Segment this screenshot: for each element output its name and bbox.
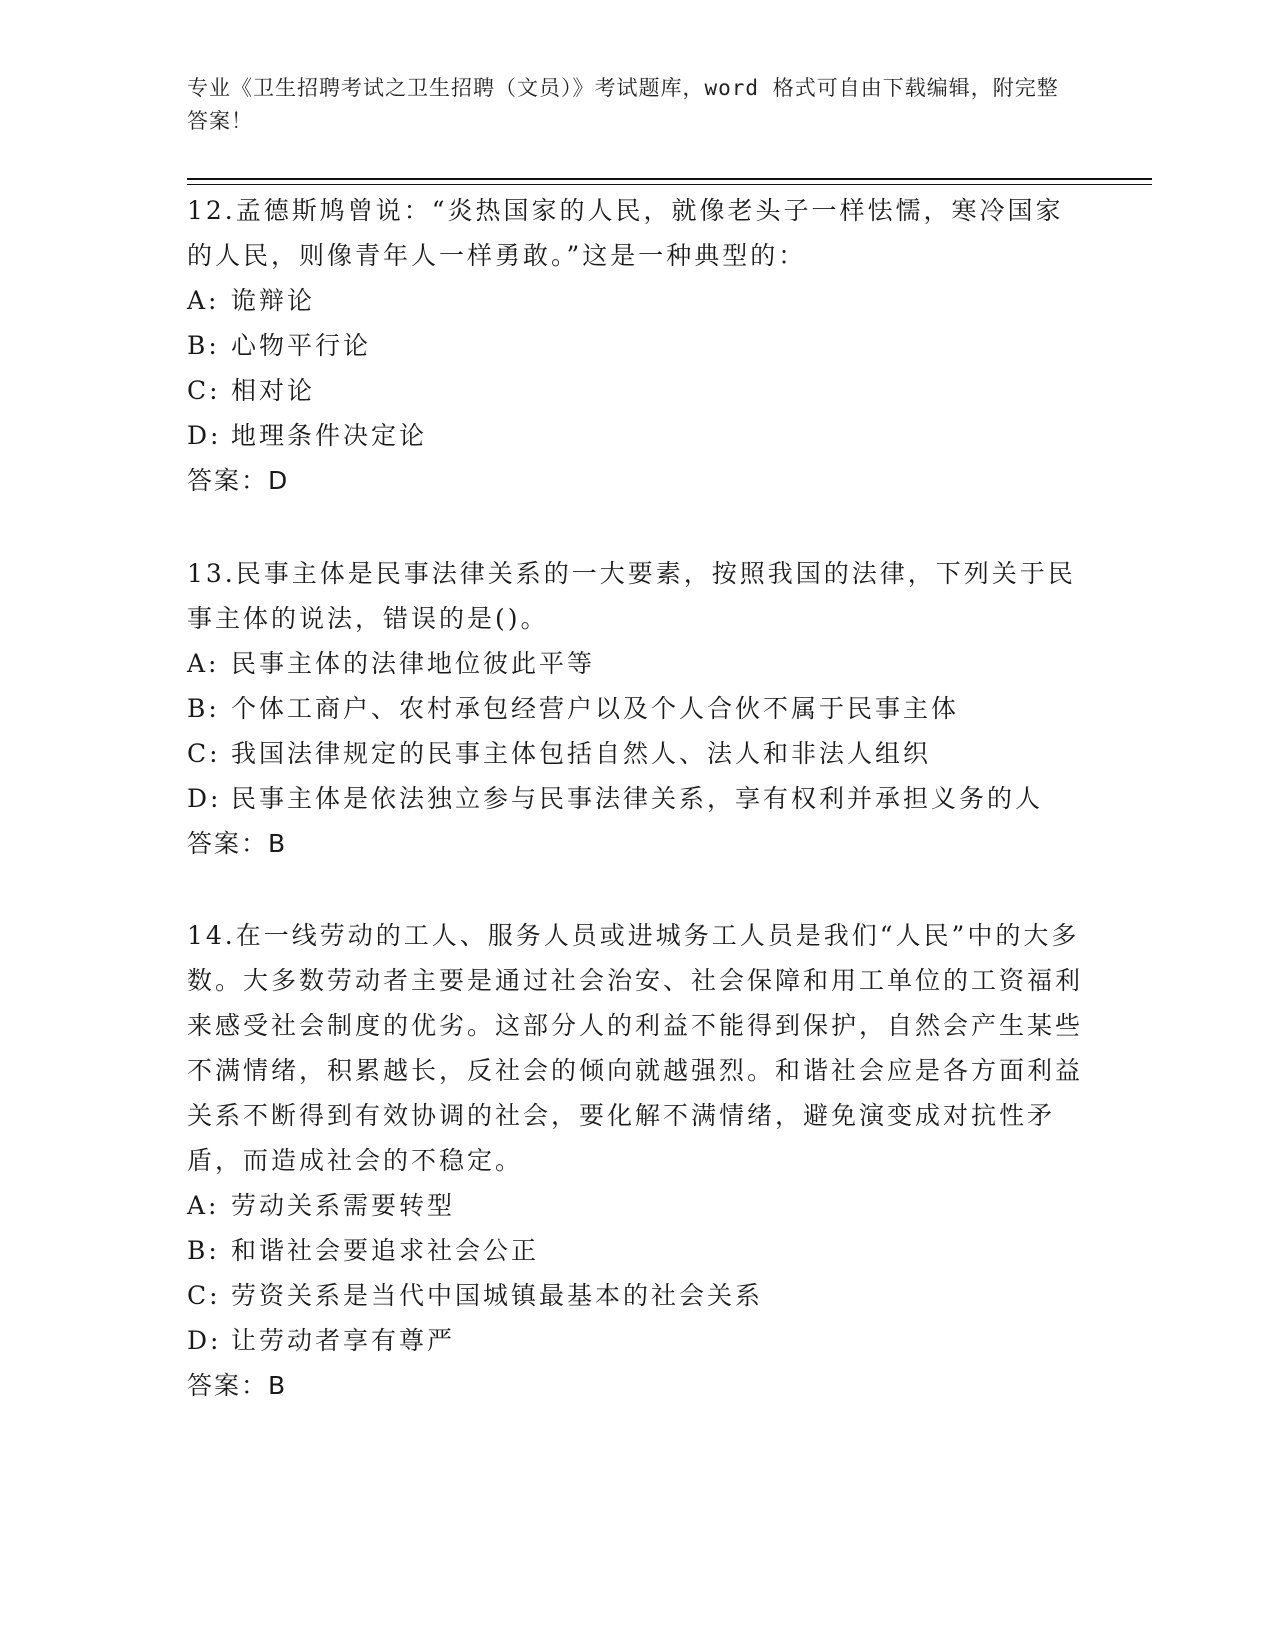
option-letter: D:: [187, 421, 222, 450]
answer-line: 答案：B: [187, 829, 288, 858]
option-c: [187, 1273, 1087, 1318]
answer-line: 答案：B: [187, 1371, 288, 1400]
option-b: [187, 323, 1087, 368]
option-letter: C:: [187, 739, 221, 768]
option-letter: C:: [187, 376, 221, 405]
option-letter: D:: [187, 784, 222, 813]
option-text: 个体工商户、农村承包经营户以及个人合伙不属于民事主体: [231, 694, 960, 723]
option-c: [187, 731, 1087, 776]
option-letter: A:: [187, 649, 220, 678]
question-stem: 12.孟德斯鸠曾说：“炎热国家的人民，就像老头子一样怯懦，寒冷国家的人民，则像青年人一样勇敢。”这是一种典型的：: [187, 196, 1064, 270]
option-d: [187, 1318, 1087, 1363]
option-text: 让劳动者享有尊严: [231, 1326, 456, 1355]
option-text: 心物平行论: [231, 331, 372, 360]
option-text: 诡辩论: [231, 286, 316, 315]
option-a: [187, 278, 1087, 323]
question-14: [187, 913, 1087, 1408]
option-text: 民事主体是依法独立参与民事法律关系，享有权利并承担义务的人: [231, 784, 1044, 813]
option-text: 劳动关系需要转型: [231, 1191, 456, 1220]
option-text: 相对论: [231, 376, 316, 405]
answer-line: 答案：D: [187, 466, 290, 495]
option-d: [187, 776, 1087, 821]
option-b: [187, 686, 1087, 731]
option-b: [187, 1228, 1087, 1273]
question-12: [187, 188, 1087, 503]
option-letter: B:: [187, 694, 220, 723]
option-text: 地理条件决定论: [231, 421, 428, 450]
option-text: 我国法律规定的民事主体包括自然人、法人和非法人组织: [231, 739, 932, 768]
option-letter: D:: [187, 1326, 222, 1355]
header-rule-thin: [187, 184, 1152, 185]
option-text: 民事主体的法律地位彼此平等: [231, 649, 596, 678]
option-c: [187, 368, 1087, 413]
option-letter: A:: [187, 286, 220, 315]
option-letter: A:: [187, 1191, 220, 1220]
page-header: 专业《卫生招聘考试之卫生招聘（文员）》考试题库，word 格式可自由下载编辑，附完整答案！: [187, 76, 1059, 133]
question-13: [187, 551, 1087, 866]
option-text: 和谐社会要追求社会公正: [231, 1236, 540, 1265]
option-letter: C:: [187, 1281, 221, 1310]
header-rule-thick: [187, 178, 1152, 180]
option-a: [187, 641, 1087, 686]
option-letter: B:: [187, 331, 220, 360]
question-stem: 13.民事主体是民事法律关系的一大要素，按照我国的法律，下列关于民事主体的说法，错误的是()。: [187, 559, 1076, 633]
option-a: [187, 1183, 1087, 1228]
option-text: 劳资关系是当代中国城镇最基本的社会关系: [231, 1281, 764, 1310]
option-d: [187, 413, 1087, 458]
option-letter: B:: [187, 1236, 220, 1265]
question-stem: 14.在一线劳动的工人、服务人员或进城务工人员是我们“人民”中的大多数。大多数劳动者主要是通过社会治安、社会保障和用工单位的工资福利来感受社会制度的优劣。这部分人的利益不能得到保护，自然会产生某些不满情绪，积累越长，反社会的倾向就越强烈。和谐社会应是各方面利益关系不断得到有效协调的社会，要化解不满情绪，避免演变成对抗性矛盾，而造成社会的不稳定。: [187, 921, 1084, 1175]
